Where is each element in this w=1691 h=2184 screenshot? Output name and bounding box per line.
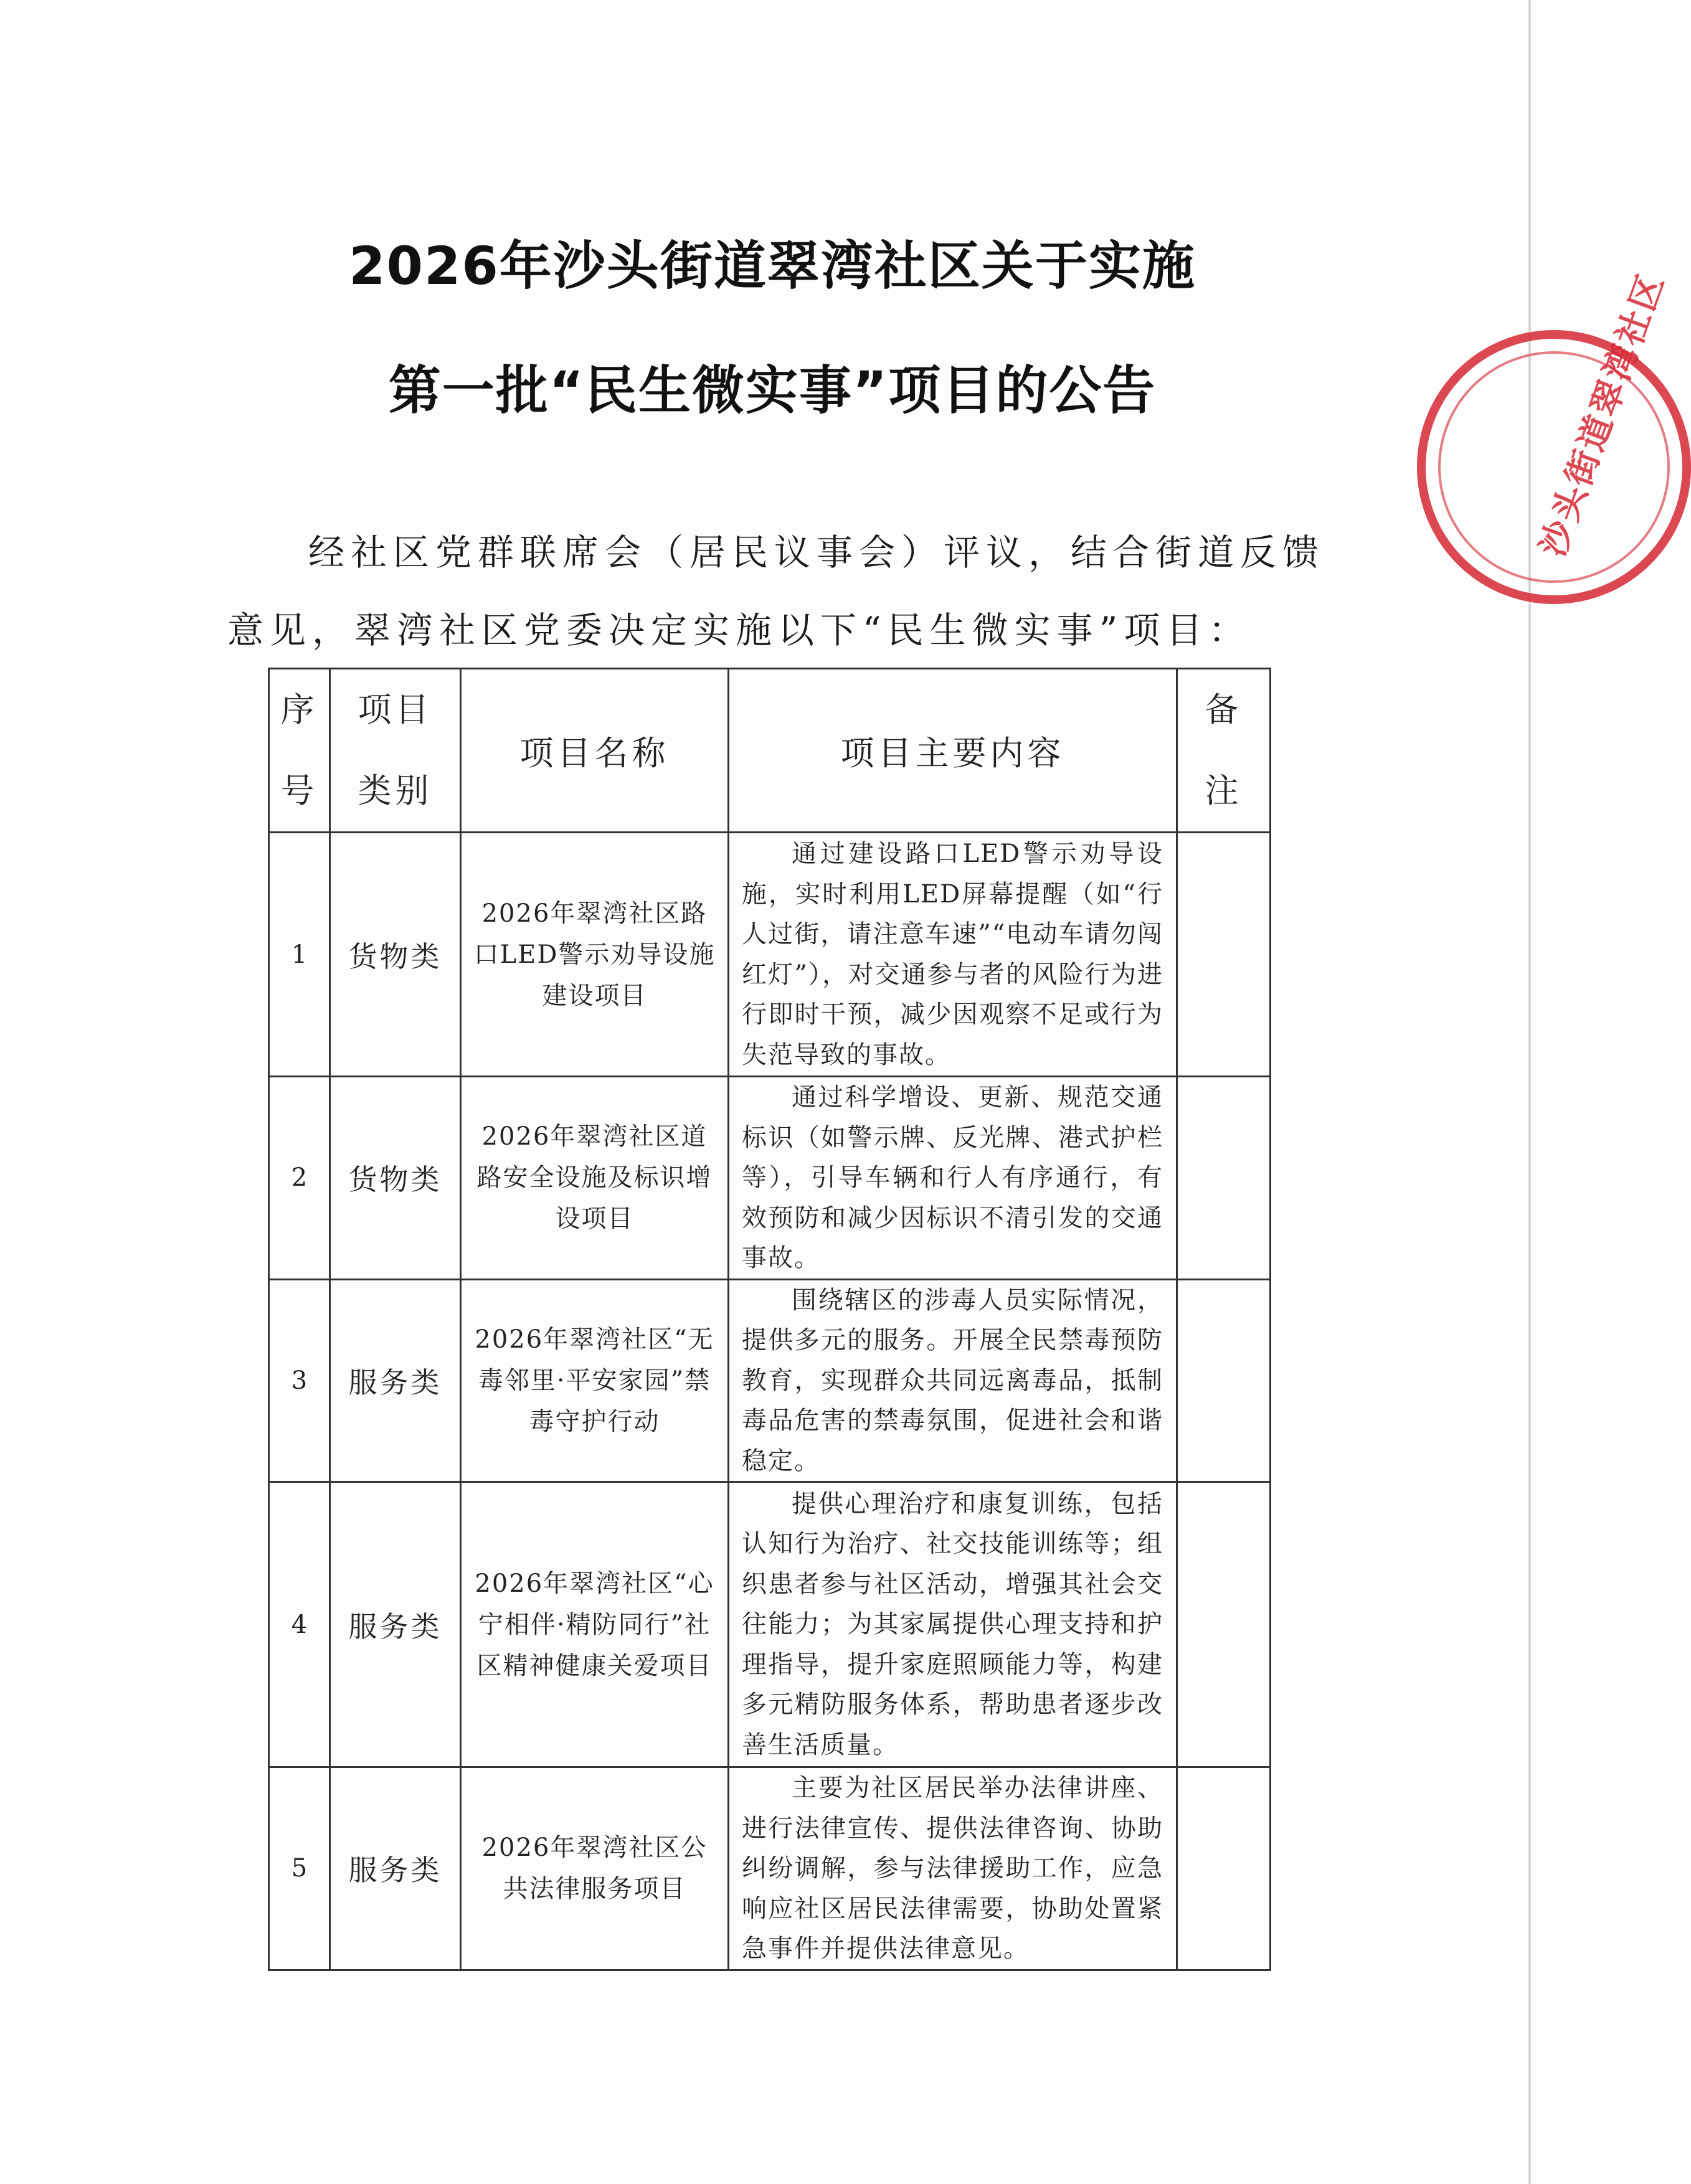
page-edge-line	[1528, 0, 1531, 2184]
intro-line2: 意见，翠湾社区党委决定实施以下“民生微实事”项目：	[227, 609, 1251, 651]
row-category: 货物类	[330, 1077, 461, 1280]
row-no: 4	[269, 1482, 330, 1767]
header-no-line1: 序	[280, 690, 318, 729]
notice-title-line2: 第一批“民生微实事”项目的公告	[388, 360, 1157, 421]
official-seal-text: 沙头街道翠湾社区	[1532, 267, 1673, 562]
row-remark	[1177, 1767, 1271, 1970]
header-category-line1: 项目	[358, 690, 433, 729]
row-category: 货物类	[330, 833, 461, 1077]
table-row	[269, 1767, 1271, 1970]
row-name: 2026年翠湾社区公共法律服务项目	[461, 1767, 729, 1970]
row-name: 2026年翠湾社区“心宁相伴·精防同行”社区精神健康关爱项目	[461, 1482, 729, 1767]
row-remark	[1177, 1279, 1271, 1482]
table-row	[269, 833, 1271, 1077]
header-no	[269, 669, 330, 833]
row-name: 2026年翠湾社区路口LED警示劝导设施建设项目	[461, 833, 729, 1077]
header-category	[330, 669, 461, 833]
header-name: 项目名称	[461, 669, 729, 833]
intro-line1: 经社区党群联席会（居民议事会）评议，结合街道反馈	[308, 531, 1325, 574]
row-content: 围绕辖区的涉毒人员实际情况，提供多元的服务。开展全民禁毒预防教育，实现群众共同远离毒品，抵制毒品危害的禁毒氛围，促进社会和谐稳定。	[729, 1279, 1177, 1482]
header-remark	[1177, 669, 1271, 833]
notice-title-line1: 2026年沙头街道翠湾社区关于实施	[349, 235, 1196, 296]
official-seal	[1417, 267, 1691, 604]
header-remark-line2: 注	[1205, 771, 1243, 810]
row-category: 服务类	[330, 1482, 461, 1767]
row-category: 服务类	[330, 1279, 461, 1482]
project-table	[268, 668, 1271, 1971]
row-remark	[1177, 1482, 1271, 1767]
table-row	[269, 1077, 1271, 1280]
table-header-row	[269, 669, 1271, 833]
row-remark	[1177, 833, 1271, 1077]
row-content: 主要为社区居民举办法律讲座、进行法律宣传、提供法律咨询、协助纠纷调解，参与法律援助工作，应急响应社区居民法律需要，协助处置紧急事件并提供法律意见。	[729, 1767, 1177, 1970]
header-remark-line1: 备	[1205, 690, 1243, 729]
row-remark	[1177, 1077, 1271, 1280]
row-name: 2026年翠湾社区道路安全设施及标识增设项目	[461, 1077, 729, 1280]
header-content: 项目主要内容	[729, 669, 1177, 833]
header-no-line2: 号	[280, 771, 318, 810]
row-no: 3	[269, 1279, 330, 1482]
row-content: 通过建设路口LED警示劝导设施，实时利用LED屏幕提醒（如“行人过街，请注意车速”“电动车请勿闯红灯”），对交通参与者的风险行为进行即时干预，减少因观察不足或行为失范导致的事故。	[729, 833, 1177, 1077]
header-category-line2: 类别	[358, 771, 433, 810]
table-row	[269, 1482, 1271, 1767]
row-no: 1	[269, 833, 330, 1077]
row-category: 服务类	[330, 1767, 461, 1970]
row-content: 通过科学增设、更新、规范交通标识（如警示牌、反光牌、港式护栏等），引导车辆和行人有序通行，有效预防和减少因标识不清引发的交通事故。	[729, 1077, 1177, 1280]
row-content: 提供心理治疗和康复训练，包括认知行为治疗、社交技能训练等；组织患者参与社区活动，增强其社会交往能力；为其家属提供心理支持和护理指导，提升家庭照顾能力等，构建多元精防服务体系，帮助患者逐步改善生活质量。	[729, 1482, 1177, 1767]
row-no: 2	[269, 1077, 330, 1280]
row-name: 2026年翠湾社区“无毒邻里·平安家园”禁毒守护行动	[461, 1279, 729, 1482]
table-row	[269, 1279, 1271, 1482]
row-no: 5	[269, 1767, 330, 1970]
